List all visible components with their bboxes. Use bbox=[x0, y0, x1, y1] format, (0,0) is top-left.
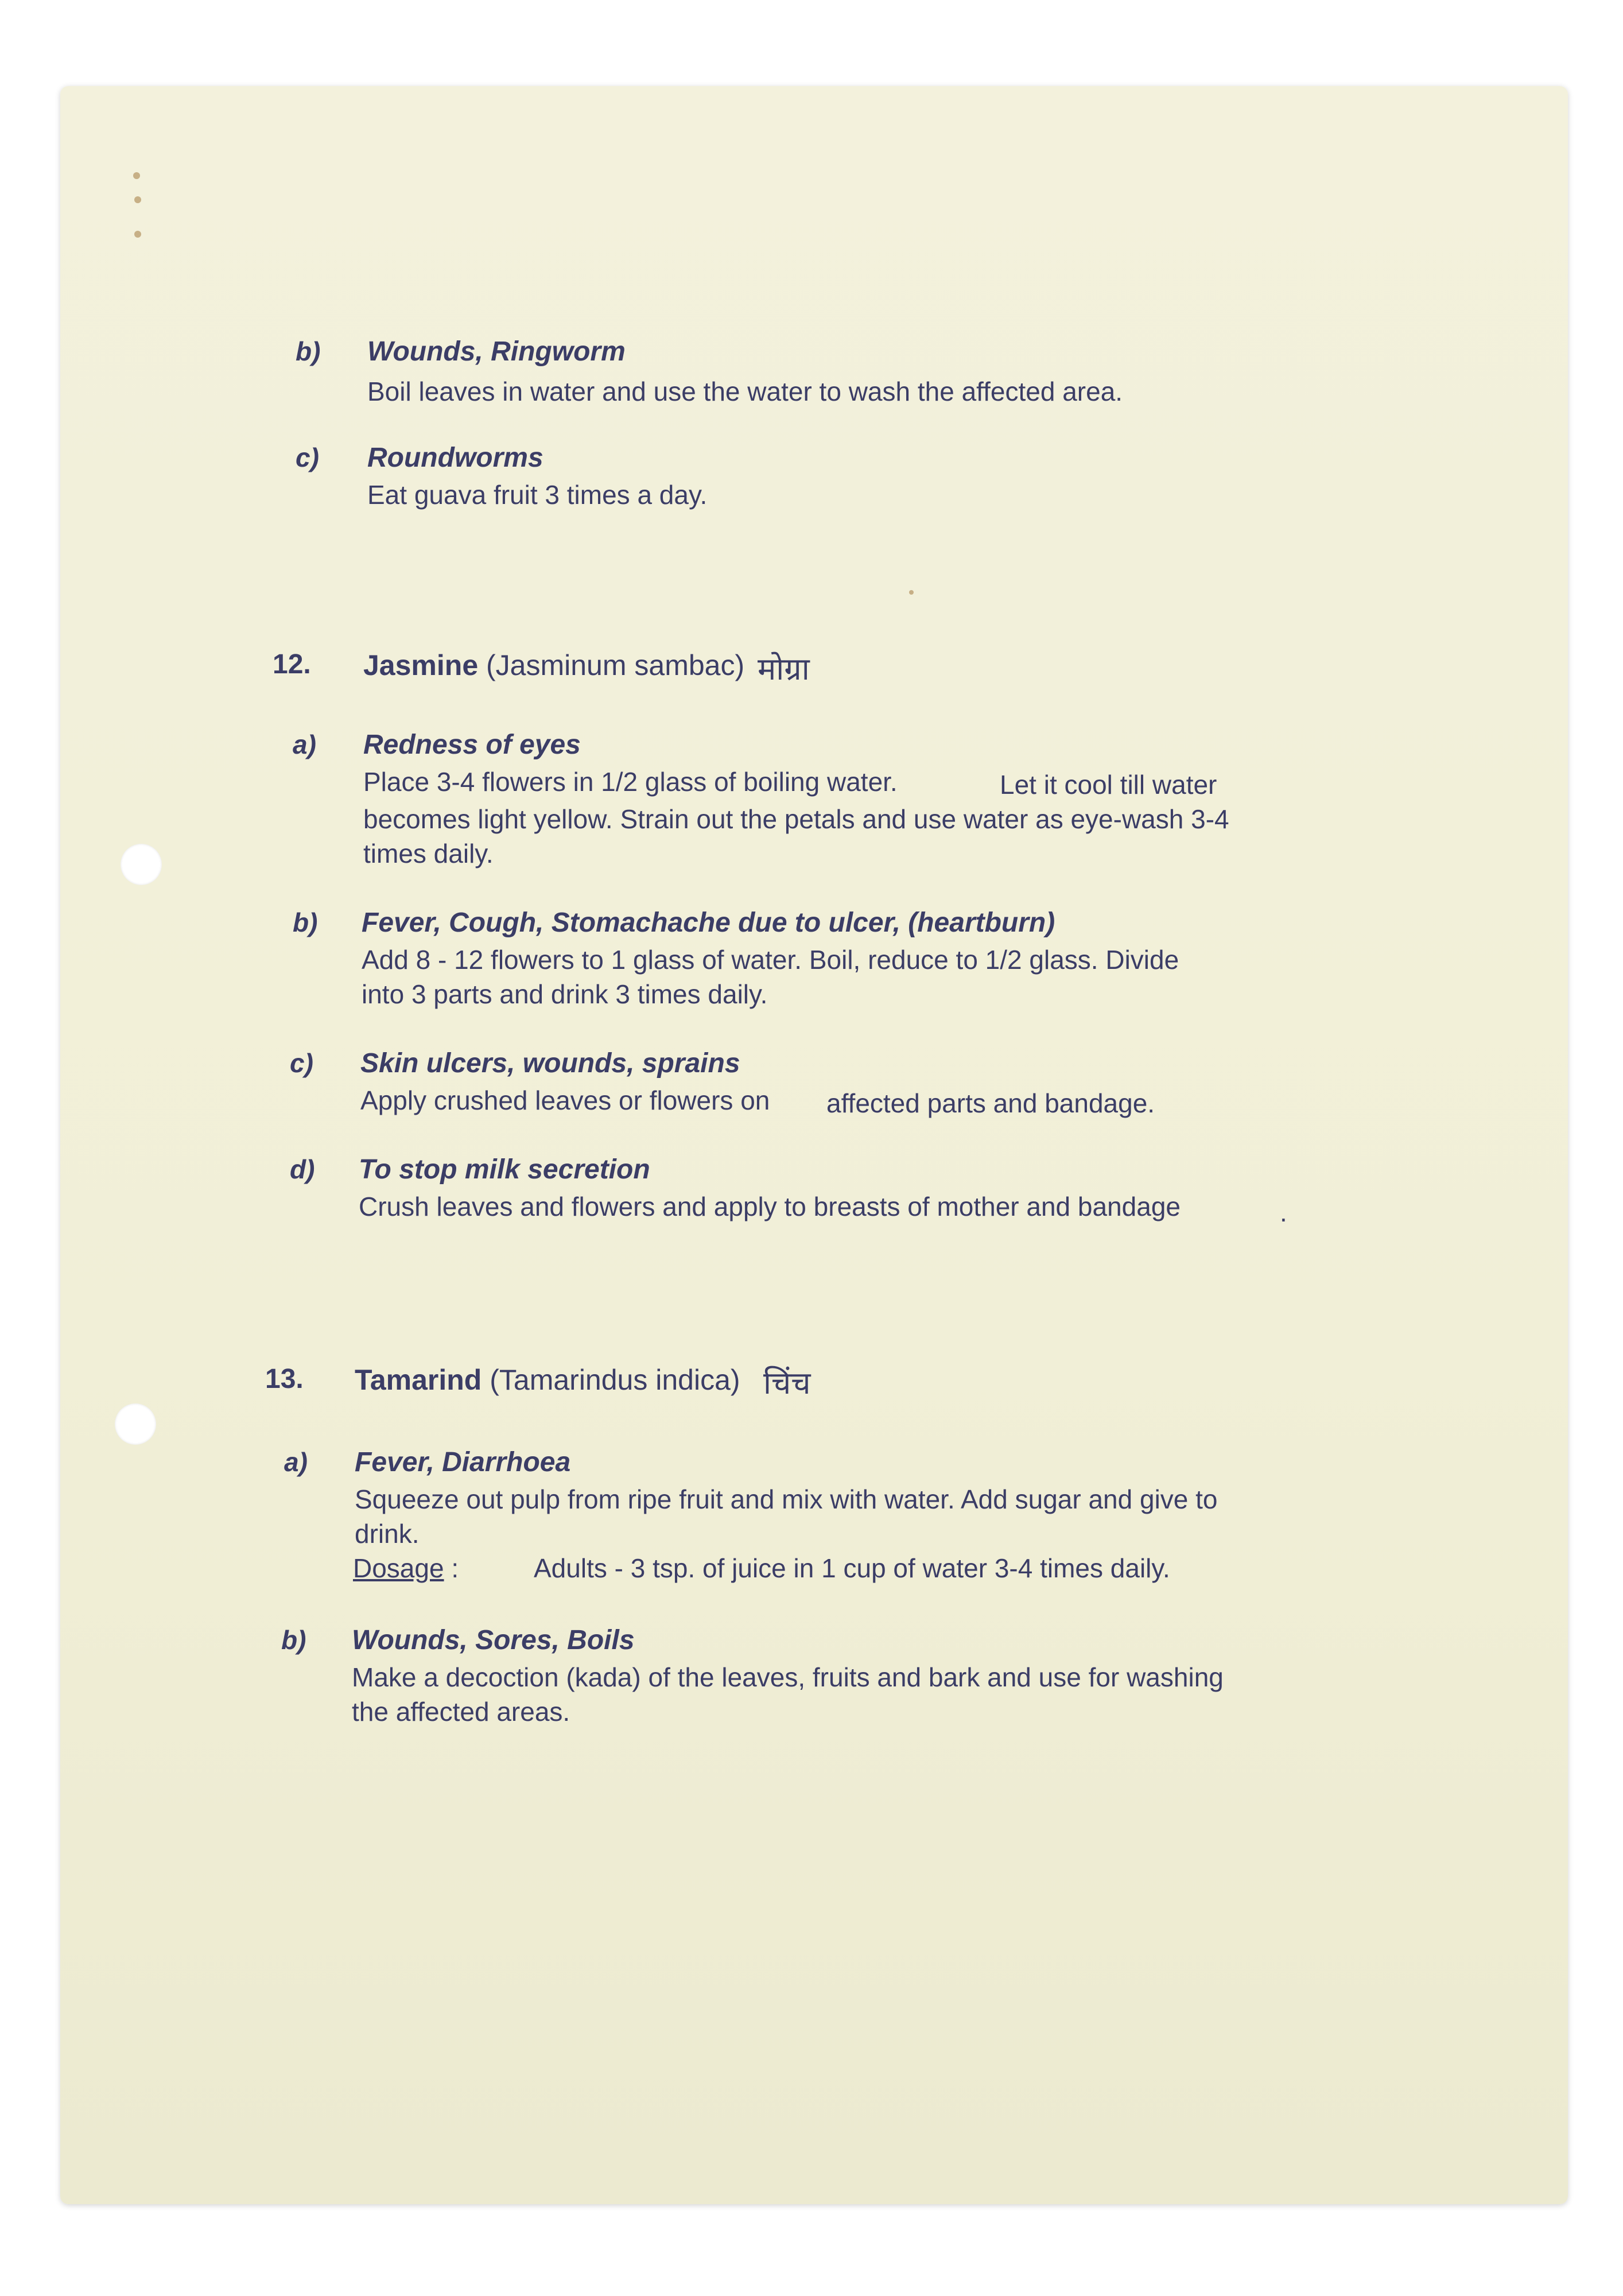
item-text: into 3 parts and drink 3 times daily. bbox=[362, 979, 768, 1009]
item-letter: b) bbox=[296, 336, 321, 366]
item-text: Apply crushed leaves or flowers on bbox=[360, 1085, 770, 1115]
item-heading: To stop milk secretion bbox=[359, 1154, 650, 1185]
paper-speck bbox=[134, 231, 141, 238]
punch-hole-lower bbox=[115, 1403, 156, 1445]
botanical-name: (Jasminum sambac) bbox=[486, 649, 745, 681]
item-text: affected parts and bandage. bbox=[826, 1088, 1155, 1118]
item-text: Boil leaves in water and use the water to wash the affected area. bbox=[367, 377, 1123, 406]
item-text: the affected areas. bbox=[352, 1697, 570, 1727]
local-name: चिंच bbox=[763, 1365, 811, 1401]
item-text: Crush leaves and flowers and apply to breasts of mother and bandage bbox=[359, 1192, 1181, 1221]
section-number: 12. bbox=[273, 649, 311, 680]
stray-mark: . bbox=[1280, 1197, 1287, 1227]
item-letter: a) bbox=[284, 1447, 308, 1477]
item-text: drink. bbox=[355, 1519, 420, 1549]
item-letter: c) bbox=[296, 443, 319, 472]
item-letter: d) bbox=[290, 1154, 315, 1184]
paper-speck bbox=[134, 196, 141, 203]
item-text: Place 3-4 flowers in 1/2 glass of boiling water. bbox=[363, 767, 898, 797]
item-heading: Wounds, Ringworm bbox=[367, 336, 626, 367]
item-heading: Roundworms bbox=[367, 443, 543, 473]
item-text: Squeeze out pulp from ripe fruit and mix with water. Add sugar and give to bbox=[355, 1484, 1218, 1514]
plant-title bbox=[355, 1363, 740, 1397]
item-letter: c) bbox=[290, 1048, 313, 1078]
dosage-label: Dosage bbox=[353, 1553, 444, 1583]
paper-speck bbox=[909, 590, 914, 595]
plant-name: Tamarind bbox=[355, 1364, 482, 1396]
dosage-text: Adults - 3 tsp. of juice in 1 cup of water 3-4 times daily. bbox=[534, 1553, 1170, 1583]
item-text: Add 8 - 12 flowers to 1 glass of water. Boil, reduce to 1/2 glass. Divide bbox=[362, 945, 1179, 975]
plant-name: Jasmine bbox=[363, 649, 479, 681]
punch-hole-upper bbox=[121, 844, 162, 885]
item-heading: Redness of eyes bbox=[363, 730, 581, 760]
item-text: times daily. bbox=[363, 839, 494, 868]
item-letter: b) bbox=[281, 1625, 306, 1655]
item-heading: Wounds, Sores, Boils bbox=[352, 1625, 635, 1655]
item-text: becomes light yellow. Strain out the petals and use water as eye-wash 3-4 bbox=[363, 804, 1229, 834]
item-heading: Fever, Diarrhoea bbox=[355, 1447, 571, 1477]
item-text: Let it cool till water bbox=[1000, 770, 1217, 800]
item-text: Make a decoction (kada) of the leaves, fruits and bark and use for washing bbox=[352, 1662, 1224, 1692]
botanical-name: (Tamarindus indica) bbox=[490, 1364, 740, 1396]
plant-title bbox=[363, 649, 744, 682]
paper-speck bbox=[133, 172, 140, 179]
item-heading: Skin ulcers, wounds, sprains bbox=[360, 1048, 740, 1079]
dosage-colon: : bbox=[451, 1553, 459, 1583]
section-number: 13. bbox=[265, 1364, 304, 1394]
item-text: Eat guava fruit 3 times a day. bbox=[367, 480, 708, 510]
item-letter: a) bbox=[293, 730, 316, 759]
item-letter: b) bbox=[293, 907, 318, 937]
local-name: मोग्रा bbox=[758, 651, 810, 687]
item-heading: Fever, Cough, Stomachache due to ulcer, (heartburn) bbox=[362, 907, 1055, 938]
dosage-line bbox=[353, 1553, 459, 1584]
